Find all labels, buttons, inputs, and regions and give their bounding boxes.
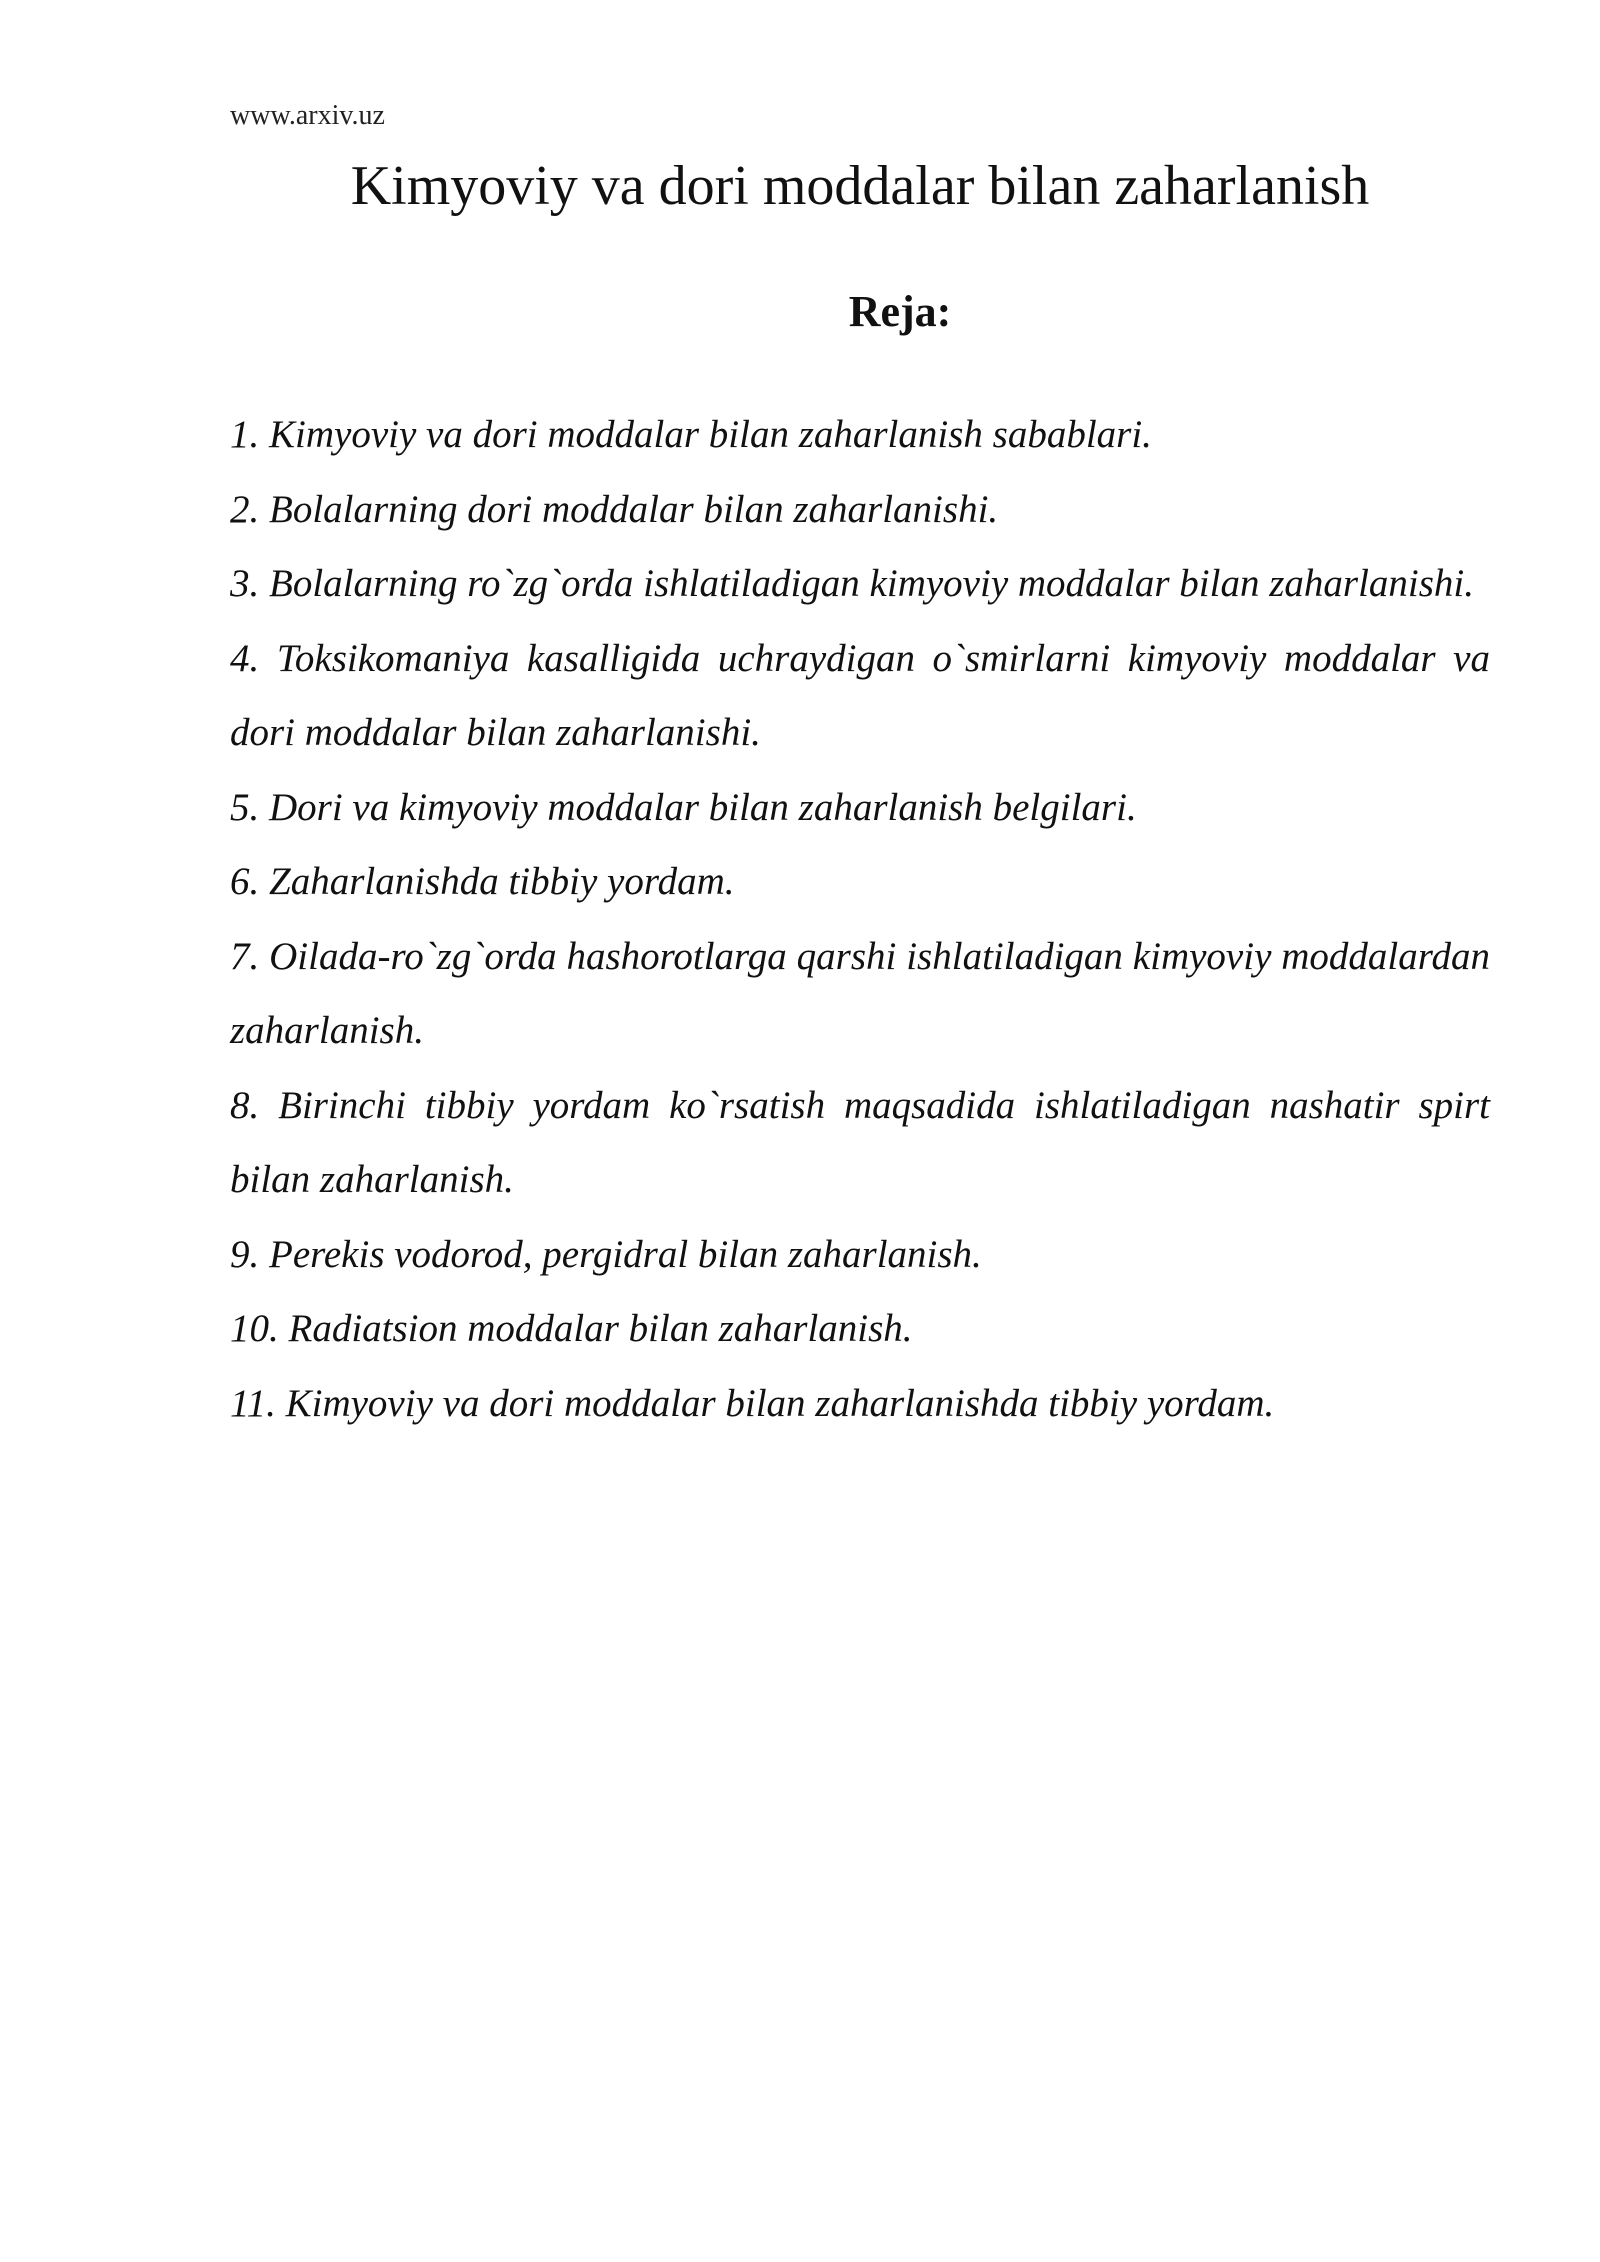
plan-item-10: 10. Radiatsion moddalar bilan zaharlanish. (230, 1307, 913, 1350)
document-title: Kimyoviy va dori moddalar bilan zaharlanish (350, 155, 1370, 217)
plan-item-9: 9. Perekis vodorod, pergidral bilan zaharlanish. (230, 1232, 982, 1276)
plan-item-1: 1. Kimyoviy va dori moddalar bilan zaharlanish sabablari. (230, 413, 1152, 456)
plan-item-11: 11. Kimyoviy va dori moddalar bilan zaharlanishda tibbiy yordam. (230, 1381, 1275, 1425)
plan-item-8: 8. Birinchi tibbiy yordam ko`rsatish maqsadida ishlatiladigan nashatir spirt bilan zaharlanish. (230, 1083, 1490, 1201)
site-url: www.arxiv.uz (230, 100, 385, 131)
plan-item-4: 4. Toksikomaniya kasalligida uchraydigan o`smirlarni kimyoviy moddalar va dori moddalar bilan zaharlanishi. (230, 636, 1490, 754)
plan-item-6: 6. Zaharlanishda tibbiy yordam. (230, 860, 735, 903)
plan-item-7: 7. Oilada-ro`zg`orda hashorotlarga qarshi ishlatiladigan kimyoviy moddalardan zaharlanish. (230, 934, 1490, 1052)
plan-heading: Reja: (848, 287, 952, 336)
plan-item-3: 3. Bolalarning ro`zg`orda ishlatiladigan kimyoviy moddalar bilan zaharlanishi. (230, 562, 1475, 605)
plan-list (230, 398, 1490, 1441)
plan-item-5: 5. Dori va kimyoviy moddalar bilan zaharlanish belgilari. (230, 785, 1137, 829)
plan-item-2: 2. Bolalarning dori moddalar bilan zaharlanishi. (230, 487, 999, 531)
